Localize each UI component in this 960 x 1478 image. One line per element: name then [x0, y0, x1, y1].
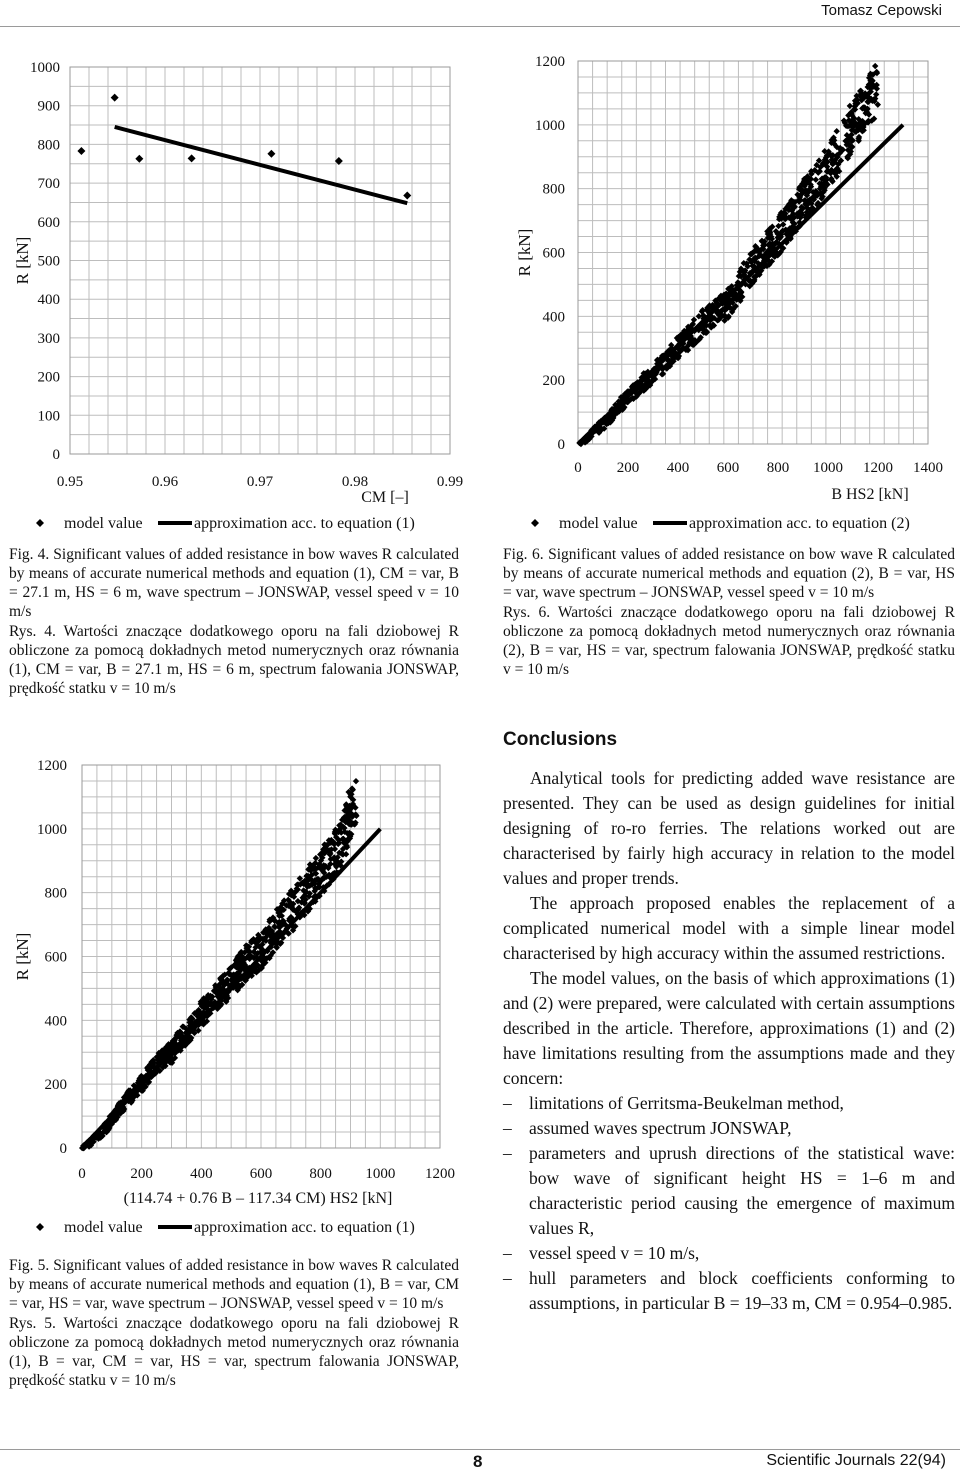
header-rule	[0, 26, 960, 27]
y-tick-label: 1000	[535, 117, 565, 134]
list-item-text: hull parameters and block coefficients conforming to assumptions, in particular B = 19–33 m, CM = 0.954–0.985.	[529, 1268, 955, 1313]
x-tick-label: 0.95	[56, 474, 84, 490]
figure-6-caption	[503, 545, 955, 680]
figure-6-caption-pl: Rys. 6. Wartości znaczące dodatkowego oporu na fali dziobowej R obliczone za pomocą dokładnych metod numerycznych oraz równania (2), B = var, HS = var, spectrum falowania JONSWAP, prędkość statku v = 10 m/s	[503, 604, 955, 678]
y-tick-label: 1200	[535, 54, 565, 70]
y-axis-label: R [kN]	[13, 932, 32, 981]
figure-6	[490, 40, 960, 540]
x-tick-label: 0	[78, 1166, 86, 1182]
y-tick-label: 400	[44, 1013, 67, 1030]
list-item: – limitations of Gerritsma-Beukelman method,	[503, 1093, 844, 1113]
legend-marker-diamond	[36, 1223, 44, 1231]
x-tick-label: 600	[716, 460, 740, 476]
x-tick-label: 1200	[863, 460, 893, 476]
y-tick-label: 600	[37, 214, 60, 231]
chart-legend	[36, 1219, 415, 1236]
x-tick-label: 0	[574, 460, 582, 476]
figure-4-caption	[9, 545, 459, 699]
figure-4-caption-en: Fig. 4. Significant values of added resistance in bow waves R calculated by means of accurate numerical methods and equation (1), CM = var, B = 27.1 m, HS = 6 m, wave spectrum – JONSWAP, vessel speed v = 10 m/s	[9, 546, 459, 620]
x-tick-label: 200	[130, 1166, 153, 1182]
data-point	[403, 191, 411, 199]
conclusions-heading: Conclusions	[503, 729, 618, 750]
y-axis-label: R [kN]	[515, 228, 534, 277]
figure-5	[0, 745, 470, 1245]
data-point	[847, 103, 853, 109]
x-tick-label: 0.97	[246, 474, 274, 490]
footer-rule	[0, 1449, 960, 1450]
y-tick-label: 500	[37, 253, 60, 270]
x-tick-label: 200	[616, 460, 640, 476]
data-point	[813, 177, 819, 183]
x-tick-label: 0.96	[151, 474, 179, 490]
list-item: – vessel speed v = 10 m/s,	[503, 1243, 700, 1263]
y-axis-label: R [kN]	[13, 236, 32, 285]
legend-label-approx: approximation acc. to equation (2)	[689, 515, 910, 532]
list-item: – hull parameters and block coefficients conforming to assumptions, in particular B = 19–33 m, CM = 0.954–0.985.	[503, 1268, 955, 1313]
chart-grid	[70, 67, 450, 454]
y-tick-label: 400	[37, 292, 60, 309]
y-tick-label: 700	[37, 176, 60, 193]
data-point	[111, 94, 119, 102]
limitations-list	[503, 1091, 955, 1316]
figure-5-caption-en: Fig. 5. Significant values of added resistance in bow waves R calculated by means of accurate numerical methods and equation (1), B = var, CM = var, HS = var, wave spectrum – JONSWAP, vessel speed v = 10 m/s	[9, 1257, 459, 1312]
y-tick-label: 600	[44, 949, 67, 966]
legend-label-approx: approximation acc. to equation (1)	[194, 1219, 415, 1236]
figure-4-caption-pl: Rys. 4. Wartości znaczące dodatkowego oporu na fali dziobowej R obliczone za pomocą dokładnych metod numerycznych oraz równania (1), CM = var, B = 27.1 m, HS = 6 m, spectrum falowania JONSWAP, prędkość statku v = 10 m/s	[9, 623, 459, 697]
y-tick-label: 300	[37, 330, 60, 347]
x-axis-label: CM [–]	[361, 489, 409, 506]
list-item-text: assumed waves spectrum JONSWAP,	[529, 1118, 792, 1138]
figure-5-caption-pl: Rys. 5. Wartości znaczące dodatkowego oporu na fali dziobowej R obliczone za pomocą dokładnych metod numerycznych oraz równania (1), B = var, CM = var, HS = var, spectrum falowania JONSWAP, prędkość statku v = 10 m/s	[9, 1315, 459, 1389]
running-header-author: Tomasz Cepowski	[821, 2, 942, 19]
y-tick-label: 800	[542, 181, 565, 198]
y-tick-label: 800	[44, 885, 67, 902]
figure-5-caption	[9, 1256, 459, 1391]
list-item: – parameters and uprush directions of the statistical wave: bow wave of significant height HS = 1–6 m and characteristic period causing the emergence of maximum values R,	[503, 1143, 955, 1238]
x-tick-label: 1000	[813, 460, 843, 476]
legend-label-model: model value	[64, 1219, 143, 1236]
y-tick-label: 1000	[37, 821, 67, 838]
x-axis-label: B HS2 [kN]	[831, 486, 909, 503]
data-point	[833, 128, 839, 134]
legend-label-approx: approximation acc. to equation (1)	[194, 515, 415, 532]
figure-6-caption-en: Fig. 6. Significant values of added resistance on bow wave R calculated by means of accurate numerical methods and equation (2), B = var, HS = var, wave spectrum – JONSWAP, vessel speed v = 10 m/s	[503, 546, 955, 601]
x-tick-label: 0.99	[436, 474, 464, 490]
chart-legend	[531, 515, 910, 532]
list-item-text: vessel speed v = 10 m/s,	[529, 1243, 700, 1263]
legend-marker-diamond	[531, 519, 539, 527]
x-tick-label: 400	[666, 460, 690, 476]
x-tick-label: 1400	[913, 460, 943, 476]
x-tick-label: 0.98	[341, 474, 369, 490]
list-item-text: limitations of Gerritsma-Beukelman method,	[529, 1093, 844, 1113]
y-tick-label: 0	[52, 447, 60, 463]
data-point	[135, 155, 143, 163]
y-tick-label: 600	[542, 245, 565, 262]
legend-marker-diamond	[36, 519, 44, 527]
x-tick-label: 600	[249, 1166, 273, 1182]
y-tick-label: 1200	[37, 758, 67, 774]
figure-4	[0, 40, 470, 540]
chart-legend	[36, 515, 415, 532]
y-tick-label: 400	[542, 309, 565, 326]
journal-name: Scientific Journals 22(94)	[766, 1452, 946, 1469]
y-tick-label: 1000	[30, 60, 60, 76]
figure-6-chart	[490, 40, 960, 540]
scatter-points	[79, 778, 360, 1151]
list-item-text: parameters and uprush directions of the statistical wave: bow wave of significant height HS = 1–6 m and characteristic period causing the emergence of maximum values R,	[529, 1143, 955, 1238]
page-number: 8	[473, 1452, 483, 1471]
data-point	[267, 150, 275, 158]
data-point	[188, 154, 196, 162]
y-tick-label: 0	[557, 437, 565, 453]
y-tick-label: 200	[44, 1077, 67, 1094]
y-tick-label: 900	[37, 98, 60, 115]
y-tick-label: 800	[37, 137, 60, 154]
y-tick-label: 200	[37, 369, 60, 386]
conclusions-paragraph-3: The model values, on the basis of which approximations (1) and (2) were prepared, were calculated with certain assumptions described in the article. Therefore, approximations (1) and (2) have limitations resulting from the assumptions made and they concern:	[503, 968, 955, 1088]
conclusions-paragraph-1: Analytical tools for predicting added wave resistance are presented. They can be used as design guidelines for initial designing of ro-ro ferries. The relations worked out are characterised by fairly high accuracy in relation to the model values and proper trends.	[503, 768, 955, 888]
x-tick-label: 800	[309, 1166, 332, 1182]
figure-4-chart	[0, 40, 470, 540]
y-tick-label: 200	[542, 373, 565, 390]
approximation-line	[115, 127, 408, 203]
conclusions-paragraph-2: The approach proposed enables the replacement of a complicated numerical model with a simple linear model characterised by high accuracy within the assumed restrictions.	[503, 893, 955, 963]
list-item: – assumed waves spectrum JONSWAP,	[503, 1118, 792, 1138]
legend-label-model: model value	[559, 515, 638, 532]
y-tick-label: 0	[59, 1141, 67, 1157]
x-tick-label: 1000	[365, 1166, 396, 1182]
data-point	[353, 778, 359, 784]
x-axis-label: (114.74 + 0.76 B – 117.34 CM) HS2 [kN]	[123, 1190, 393, 1207]
x-tick-label: 800	[766, 460, 790, 476]
conclusions-body	[503, 766, 955, 1316]
y-tick-label: 100	[37, 408, 60, 425]
data-point	[872, 63, 878, 69]
x-tick-label: 1200	[425, 1166, 455, 1182]
data-point	[77, 147, 85, 155]
figure-5-chart	[0, 745, 470, 1245]
legend-label-model: model value	[64, 515, 143, 532]
x-tick-label: 400	[190, 1166, 213, 1182]
